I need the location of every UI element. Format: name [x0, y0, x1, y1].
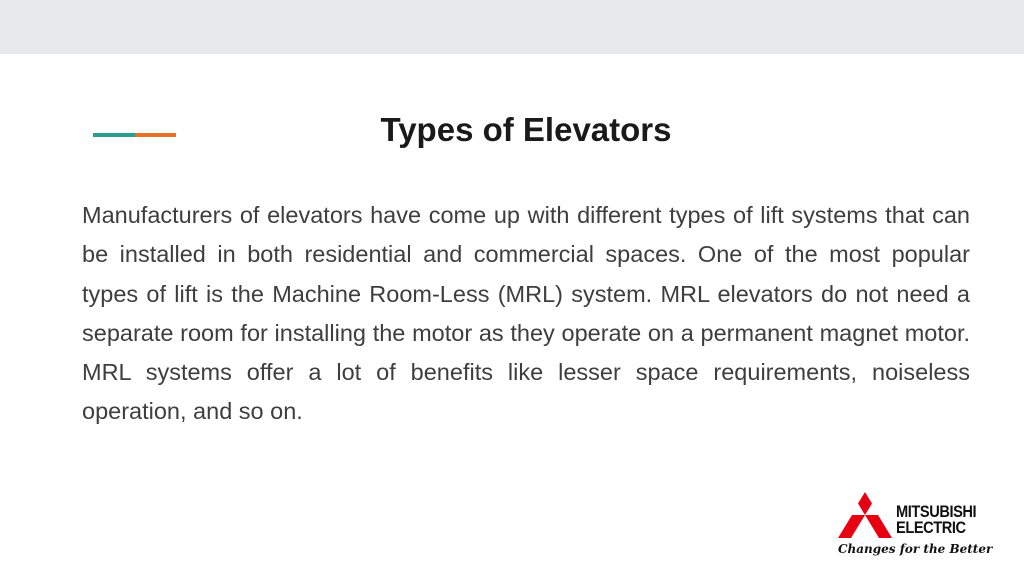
- diamond-right-arm: [865, 515, 885, 527]
- slide-title: Types of Elevators: [380, 111, 672, 148]
- diamond-bottom-left: [838, 527, 858, 539]
- accent-bar-orange: [135, 133, 176, 137]
- logo-text-line1: MITSUBISHI: [896, 502, 977, 521]
- three-diamonds-icon: [838, 492, 892, 538]
- logo-tagline: Changes for the Better: [838, 542, 993, 556]
- accent-bar-teal: [93, 133, 135, 137]
- logo-text-line2: ELECTRIC: [896, 518, 966, 537]
- diamond-top: [858, 492, 872, 515]
- diamond-bottom-right: [872, 527, 892, 539]
- body-paragraph: Manufacturers of elevators have come up with different types of lift systems that can be installed in both residential and commercial spaces. One of the most popular types of lift is the Machine Room-Less (MRL) system. MRL elevators do not need a separate room for installing the motor as they operate on a permanent magnet motor. MRL systems offer a lot of benefits like lesser space requirements, noiseless operation, and so on.: [82, 202, 970, 425]
- diamond-left-arm: [845, 515, 865, 527]
- mitsubishi-electric-logo: [836, 492, 1006, 562]
- top-band: [0, 0, 1024, 54]
